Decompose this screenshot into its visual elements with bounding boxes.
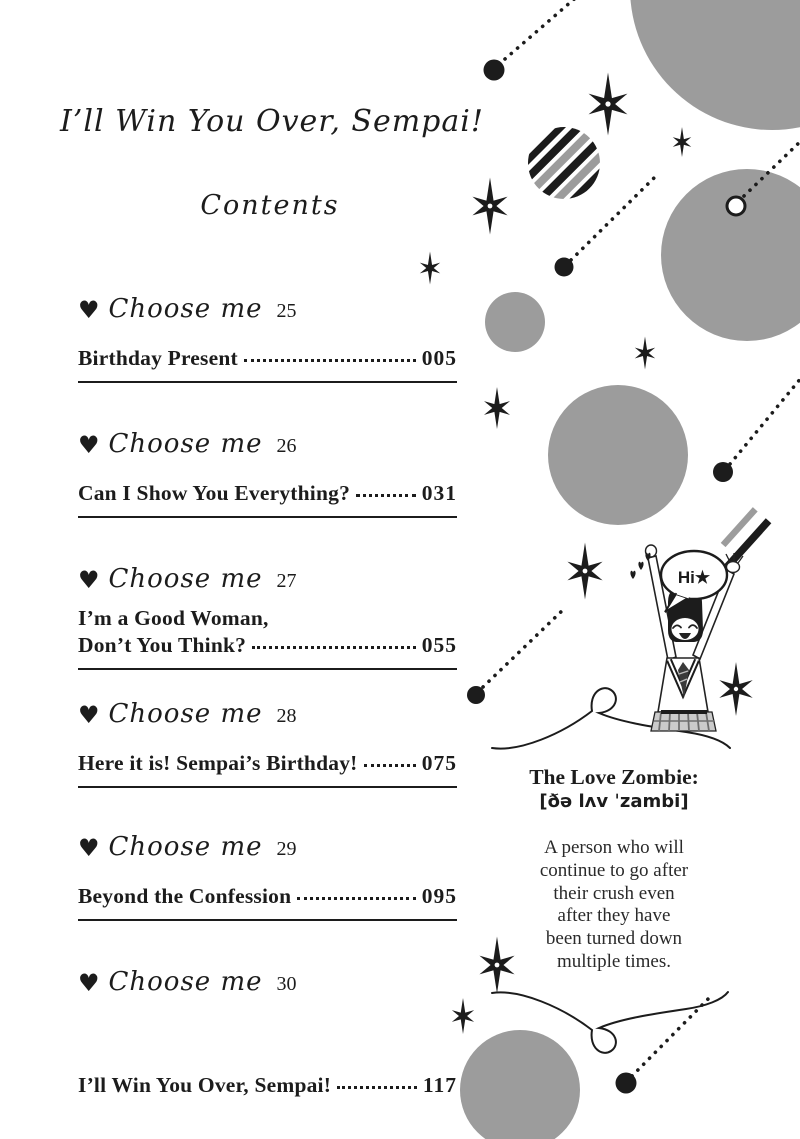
toc-entry [78, 698, 457, 788]
chapter-number: 28 [276, 705, 297, 727]
entry-rule [78, 381, 457, 383]
speech-text: Hi★ [677, 568, 711, 587]
toc-entry [78, 428, 457, 518]
series-label: Choose me [108, 429, 263, 459]
series-label: Choose me [108, 967, 263, 997]
series-label: Choose me [108, 699, 263, 729]
gray-circle [661, 169, 800, 341]
love-zombie-note [490, 764, 738, 974]
toc-entry [78, 293, 457, 383]
zombie-note-text-line: continue to go after [539, 859, 689, 881]
series-line [78, 966, 457, 1000]
entry-rule [78, 786, 457, 788]
page-title: I’ll Win You Over, Sempai! [60, 104, 484, 139]
entry-rule [78, 668, 457, 670]
chapter-title: I’ll Win You Over, Sempai! [78, 1073, 332, 1097]
ink-dot [555, 258, 574, 277]
heart-icon: ♥ [78, 431, 100, 459]
ink-dot [616, 1073, 637, 1094]
zombie-note-text-line: been turned down [545, 928, 683, 950]
chapter-title: Beyond the Confession [78, 884, 292, 908]
ink-dot [484, 60, 505, 81]
dotted-line [505, 0, 580, 59]
dot-leader [252, 646, 416, 649]
dotted-line [483, 607, 566, 687]
dot-leader [356, 494, 416, 497]
entry-rule [78, 516, 457, 518]
sparkle-star-icon [419, 252, 442, 285]
title-block [78, 345, 457, 372]
dot-leader [244, 359, 416, 362]
chapter-number: 30 [276, 973, 297, 995]
page-number: 075 [421, 751, 457, 775]
heart-cluster [630, 553, 650, 579]
page-number: 095 [421, 884, 457, 908]
page-number: 055 [421, 633, 457, 657]
series-label: Choose me [108, 294, 263, 324]
chapter-number: 27 [276, 570, 297, 592]
dot-leader [337, 1086, 417, 1089]
page-number: 031 [421, 481, 457, 505]
chibi-girl-illustration [630, 545, 743, 731]
chapter-title: Birthday Present [78, 346, 238, 370]
sparkle-star-icon [672, 127, 693, 157]
title-block [78, 605, 457, 659]
zombie-note-heading: The Love Zombie: [529, 765, 699, 789]
toc-entry [78, 966, 457, 1099]
title-block [78, 750, 457, 777]
gray-circle [460, 1030, 580, 1139]
title-block [78, 1072, 457, 1099]
chapter-title-pre: I’m a Good Woman, [78, 606, 269, 630]
striped-ball [517, 116, 615, 214]
title-block [78, 883, 457, 910]
series-label: Choose me [108, 832, 263, 862]
skirt-waistband [661, 710, 707, 714]
girl-hand [727, 562, 740, 573]
zombie-note-phonetic: [ðə lʌv ˈzambi] [539, 791, 689, 812]
dotted-line [730, 372, 800, 464]
ink-dot [713, 462, 733, 482]
chapter-title: Can I Show You Everything? [78, 481, 351, 505]
chapter-number: 26 [276, 435, 297, 457]
heart-icon: ♥ [78, 969, 100, 997]
title-block [78, 480, 457, 507]
series-line [78, 698, 457, 732]
chapter-title: Here it is! Sempai’s Birthday! [78, 751, 358, 775]
dot-leader [297, 897, 415, 900]
series-label: Choose me [108, 564, 263, 594]
heart-icon: ♥ [78, 296, 100, 324]
heart-icon: ♥ [78, 834, 100, 862]
zombie-note-text-line: multiple times. [557, 950, 671, 972]
series-line [78, 831, 457, 865]
sparkle-star-icon [483, 387, 512, 429]
dot-leader [364, 764, 416, 767]
page-number: 117 [422, 1073, 457, 1097]
chapter-title: Don’t You Think? [78, 633, 247, 657]
heart-icon: ♥ [78, 566, 100, 594]
heart-icon: ♥ [78, 701, 100, 729]
white-ring-dot [727, 197, 745, 215]
toc-entry [78, 831, 457, 921]
chapter-number: 29 [276, 838, 297, 860]
gray-circle [630, 0, 800, 130]
gray-circle [485, 292, 545, 352]
zombie-note-body [490, 837, 738, 974]
zombie-note-text-line: A person who will [544, 837, 684, 858]
sparkle-star-icon [634, 337, 657, 370]
contents-label: Contents [200, 190, 340, 221]
zombie-note-text-line: their crush even [553, 882, 675, 904]
gray-circle [548, 385, 688, 525]
zombie-note-text-line: after they have [557, 905, 671, 927]
entry-rule [78, 919, 457, 921]
series-line [78, 293, 457, 327]
toc-entry [78, 563, 457, 670]
ink-dot [467, 686, 485, 704]
series-line [78, 563, 457, 597]
series-line [78, 428, 457, 462]
page-number: 005 [421, 346, 457, 370]
chapter-number: 25 [276, 300, 297, 322]
